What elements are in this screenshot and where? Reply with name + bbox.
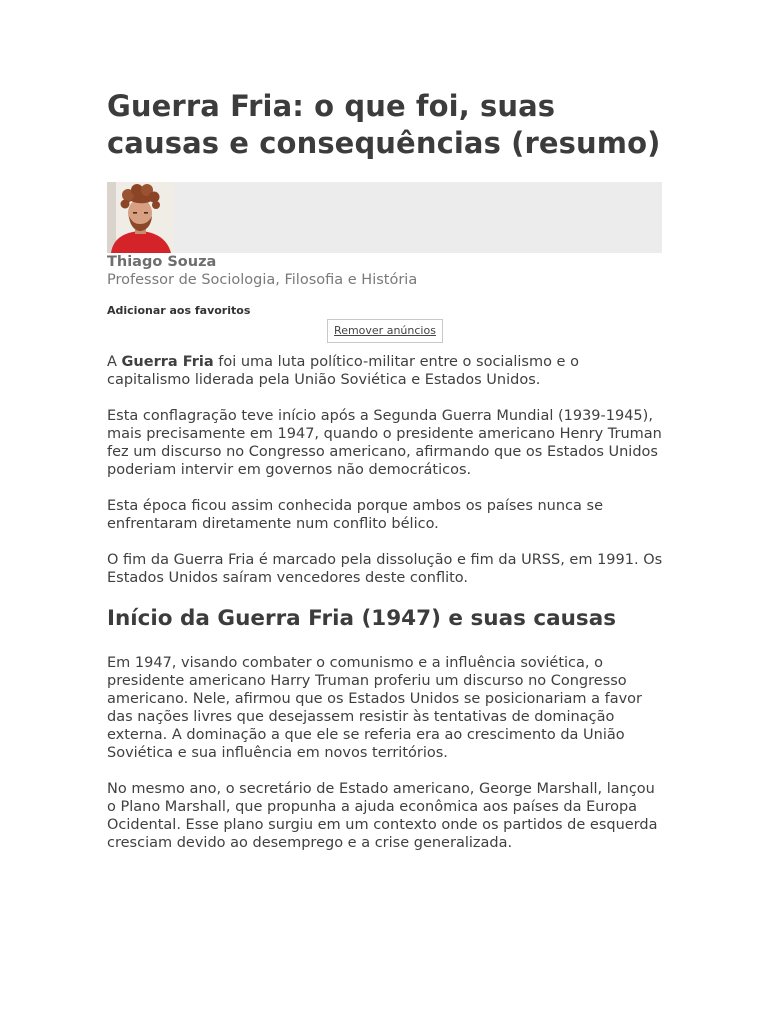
paragraph: O fim da Guerra Fria é marcado pela dissolução e fim da URSS, em 1991. Os Estados Unidos saíram vencedores deste conflito. [107, 552, 663, 586]
author-avatar-icon [107, 182, 174, 253]
intro-prefix: A [107, 354, 122, 370]
remove-ads-button[interactable]: Remover anúncios [327, 319, 443, 343]
article [107, 88, 663, 870]
author-name[interactable]: Thiago Souza [107, 254, 217, 270]
author-photo [107, 182, 174, 253]
intro-suffix: foi uma luta político-militar entre o socialismo e o capitalismo liderada pela União Soviética e Estados Unidos. [107, 354, 579, 388]
paragraph: Esta época ficou assim conhecida porque ambos os países nunca se enfrentaram diretamente num conflito bélico. [107, 498, 603, 532]
paragraph: No mesmo ano, o secretário de Estado americano, George Marshall, lançou o Plano Marshall, que propunha a ajuda econômica aos países da Europa Ocidental. Esse plano surgiu em um contexto onde os partidos de esquerda cresciam devido ao desemprego e a crise generalizada. [107, 781, 658, 851]
intro-paragraph [107, 353, 663, 389]
author-role: Professor de Sociologia, Filosofia e História [107, 272, 418, 288]
paragraph: Em 1947, visando combater o comunismo e a influência soviética, o presidente americano Harry Truman proferiu um discurso no Congresso americano. Nele, afirmou que os Estados Unidos se posicionariam a favor das nações livres que desejassem resistir às tentativas de dominação externa. A dominação a que ele se referia era ao crescimento da União Soviética e sua influência em novos territórios. [107, 655, 643, 761]
section-heading: Início da Guerra Fria (1947) e suas causas [107, 606, 617, 631]
remove-ads-wrapper [107, 319, 663, 343]
author-box [107, 182, 662, 253]
add-to-favorites-link[interactable]: Adicionar aos favoritos [107, 304, 251, 317]
paragraph: Esta conflagração teve início após a Segunda Guerra Mundial (1939-1945), mais precisamente em 1947, quando o presidente americano Henry Truman fez um discurso no Congresso americano, afirmando que os Estados Unidos poderiam intervir em governos não democráticos. [107, 408, 662, 478]
article-body [107, 353, 663, 852]
article-title: Guerra Fria: o que foi, suas causas e consequências (resumo) [107, 89, 661, 160]
intro-bold-term: Guerra Fria [121, 354, 214, 370]
